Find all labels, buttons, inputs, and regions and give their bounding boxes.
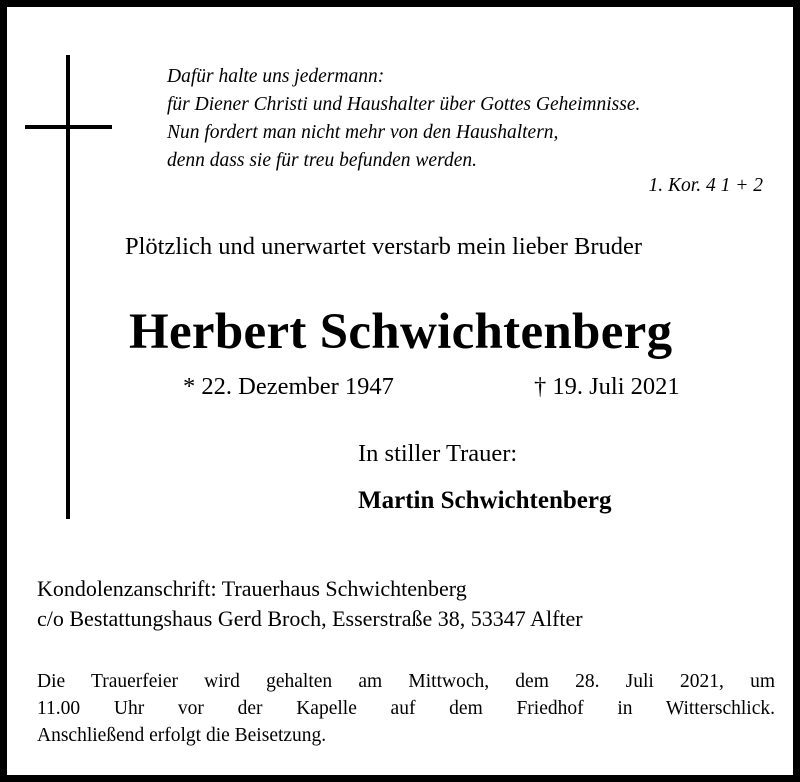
service-line: Die Trauerfeier wird gehalten am Mittwoch, dem 28. Juli 2021, um xyxy=(37,671,775,692)
verse-line: für Diener Christi und Haushalter über Gottes Geheimnisse. xyxy=(167,94,641,115)
mourner-name: Martin Schwichtenberg xyxy=(358,487,612,514)
deceased-name: Herbert Schwichtenberg xyxy=(129,304,673,360)
bible-verse xyxy=(167,63,640,175)
condolence-line: Kondolenzanschrift: Trauerhaus Schwichtenberg xyxy=(37,576,467,601)
condolence-address xyxy=(37,574,583,634)
verse-line: denn dass sie für treu befunden werden. xyxy=(167,150,477,171)
cross-horizontal-bar xyxy=(25,125,112,129)
verse-line: Nun fordert man nicht mehr von den Haushaltern, xyxy=(167,122,559,143)
service-line: 11.00 Uhr vor der Kapelle auf dem Friedhof in Witterschlick. xyxy=(37,698,775,719)
birth-date: * 22. Dezember 1947 xyxy=(183,373,394,400)
verse-reference: 1. Kor. 4 1 + 2 xyxy=(648,175,763,196)
condolence-line: c/o Bestattungshaus Gerd Broch, Esserstraße 38, 53347 Alfter xyxy=(37,606,583,631)
service-info xyxy=(37,668,775,749)
service-line: Anschließend erfolgt die Beisetzung. xyxy=(37,725,327,746)
death-date: † 19. Juli 2021 xyxy=(534,373,680,400)
mourning-label: In stiller Trauer: xyxy=(358,440,518,467)
announcement-text: Plötzlich und unerwartet verstarb mein lieber Bruder xyxy=(125,233,643,260)
verse-line: Dafür halte uns jedermann: xyxy=(167,66,385,87)
